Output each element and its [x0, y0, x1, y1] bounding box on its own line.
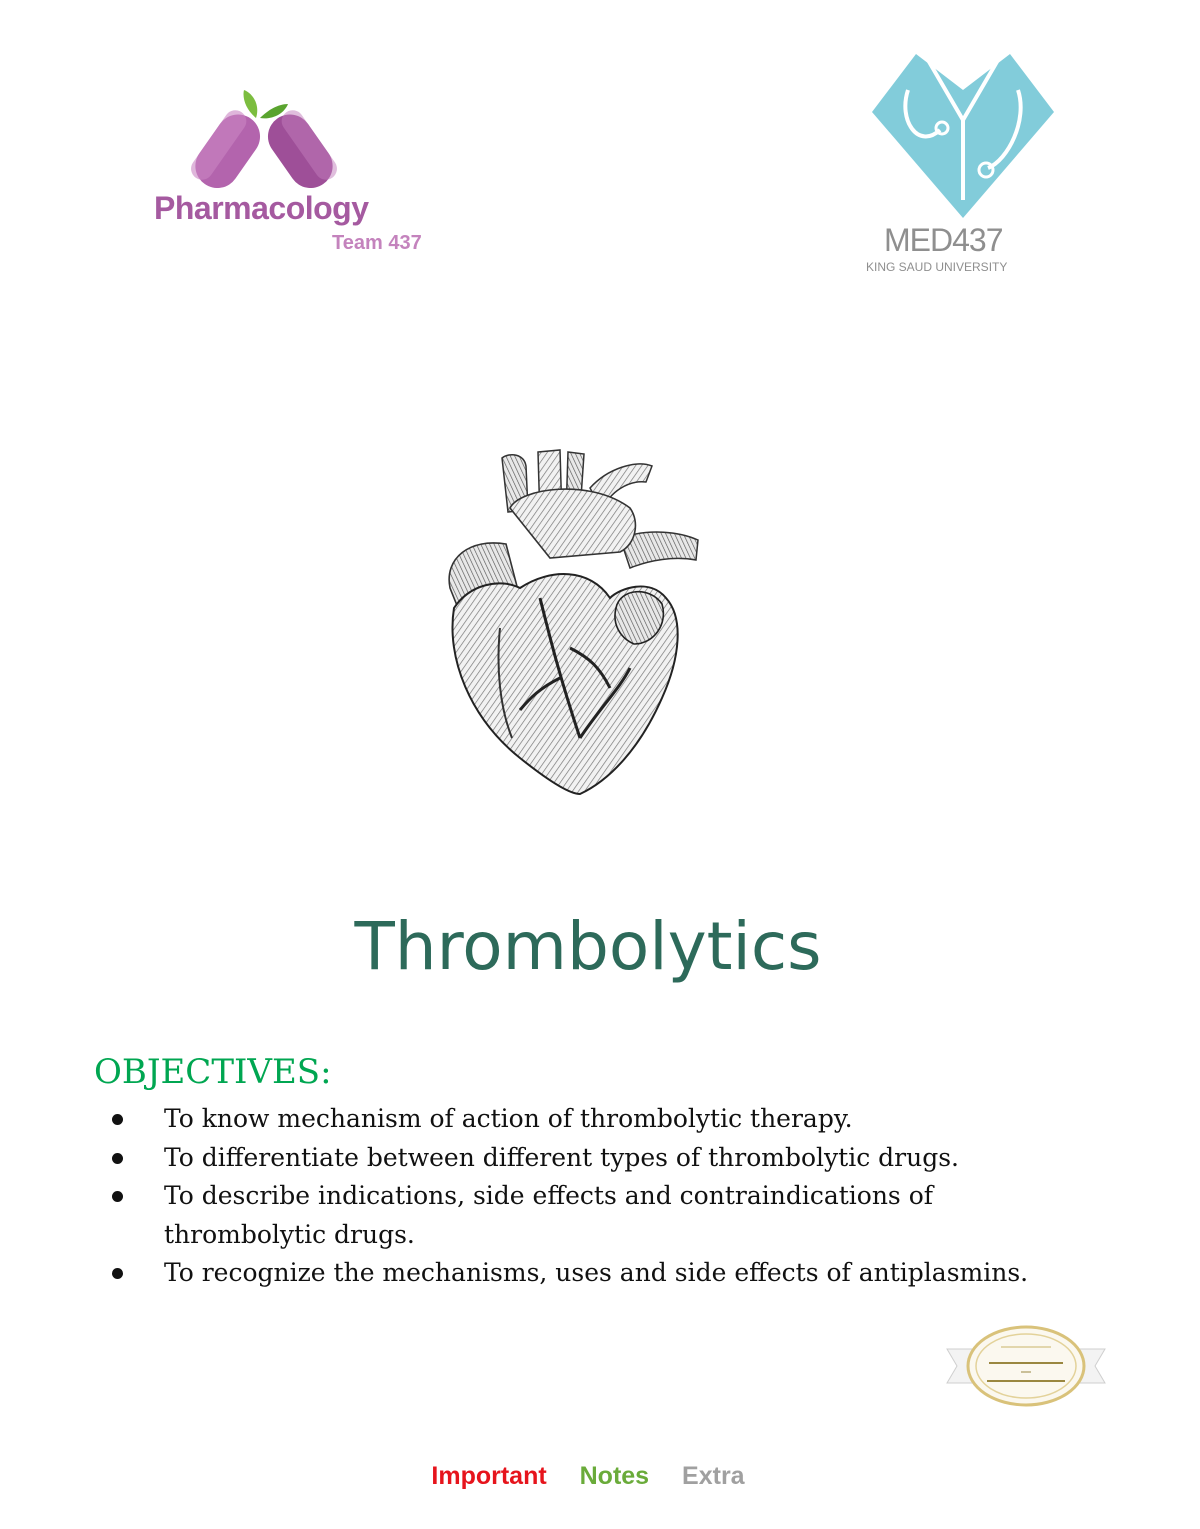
bullet-icon	[112, 1191, 123, 1202]
objective-item	[108, 1254, 1068, 1293]
pharmacology-logo-team: Team 437	[332, 232, 422, 254]
anatomical-heart-illustration	[440, 448, 710, 798]
anatomical-heart-icon	[440, 448, 710, 798]
objective-text: To describe indications, side effects and contraindications of	[164, 1181, 934, 1210]
heart-stethoscope-icon	[868, 50, 1058, 220]
bullet-icon	[112, 1153, 123, 1164]
objective-text: To differentiate between different types of thrombolytic drugs.	[164, 1142, 959, 1172]
page-title: Thrombolytics	[354, 908, 822, 985]
pharmacology-logo-name: Pharmacology	[154, 190, 369, 226]
legend-extra: Extra	[682, 1462, 745, 1490]
review-seal	[945, 1325, 1107, 1407]
objective-item	[108, 1177, 1068, 1254]
capsule-leaf-icon	[190, 88, 340, 188]
legend-notes: Notes	[579, 1462, 650, 1490]
objectives-heading: OBJECTIVES:	[94, 1052, 332, 1092]
med437-logo-name: MED437	[884, 222, 1003, 258]
objective-text: To know mechanism of action of thrombolytic therapy.	[164, 1104, 853, 1133]
med437-logo-university: KING SAUD UNIVERSITY	[866, 260, 1008, 274]
pharmacology-logo	[150, 88, 450, 258]
objective-text-continued: thrombolytic drugs.	[164, 1219, 415, 1249]
objective-item	[108, 1100, 1068, 1139]
bullet-icon	[112, 1268, 123, 1279]
objective-item	[108, 1139, 1068, 1178]
bullet-icon	[112, 1114, 123, 1125]
ribbon-seal-icon	[945, 1325, 1107, 1407]
objective-text: To recognize the mechanisms, uses and side effects of antiplasmins.	[164, 1258, 1029, 1287]
legend-important: Important	[431, 1462, 547, 1490]
objectives-list	[108, 1100, 1068, 1293]
med437-logo	[860, 50, 1070, 285]
color-legend	[0, 1462, 1176, 1491]
